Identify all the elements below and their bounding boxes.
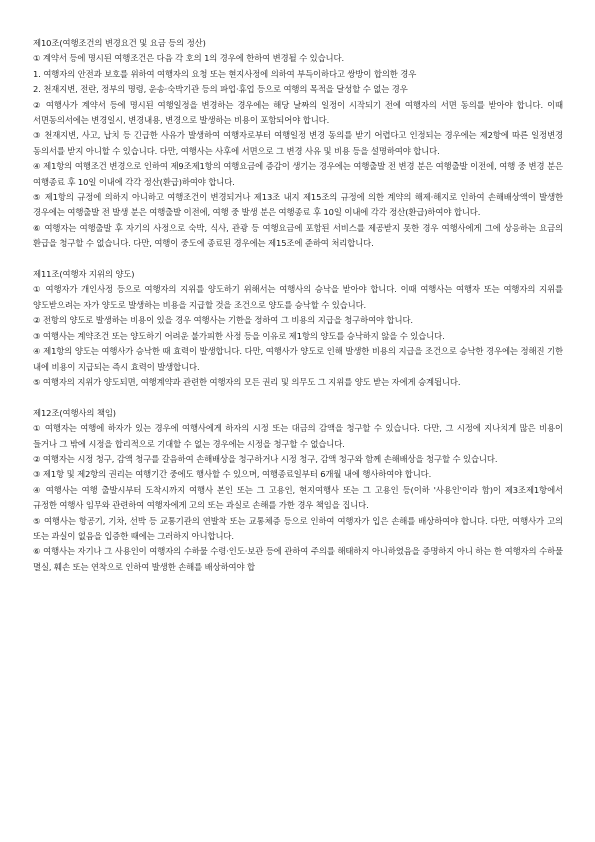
article-10-clause-5: ⑤ 제1항의 규정에 의하지 아니하고 여행조건이 변경되거나 제13조 내지 제15조의 규정에 의한 계약의 해제·해지로 인하여 손해배상액이 발생한 경우에는 여행출발 전 발생 분은 여행출발 이전에, 여행 중 발생 분은 여행종료 후 10일 이내에 각각 정산(환급)하여야 합니다. [33,192,563,218]
article-11-clause-2: ② 전항의 양도로 발생하는 비용이 있을 경우 여행사는 기한을 정하여 그 비용의 지급을 청구하여야 합니다. [33,315,413,326]
article-10-clause-2: ② 여행사가 계약서 등에 명시된 여행일정을 변경하는 경우에는 해당 날짜의 일정이 시작되기 전에 여행자의 서면 동의를 받아야 합니다. 이때 서면동의서에는 변경일시, 변경내용, 변경으로 발생하는 비용이 포함되어야 합니다. [33,99,563,126]
article-10-clause-6: ⑥ 여행자는 여행출발 후 자기의 사정으로 숙박, 식사, 관광 등 여행요금에 포함된 서비스를 제공받지 못한 경우 여행사에게 그에 상응하는 요금의 환급을 청구할 수 없습니다. 다만, 여행이 중도에 종료된 경우에는 제15조에 준하여 처리합니다. [33,222,563,249]
article-12-clause-6: ⑥ 여행사는 자기나 그 사용인이 여행자의 수하물 수령·인도·보관 등에 관하여 주의를 해태하지 아니하였음을 증명하지 아니 하는 한 여행자의 수하물 멸실, 훼손 또는 연착으로 인하여 발생한 손해를 배상하여야 합 [33,546,563,572]
article-11-clause-5: ⑤ 여행자의 지위가 양도되면, 여행계약과 관련한 여행자의 모든 권리 및 의무도 그 지위를 양도 받는 자에게 승계됩니다. [33,376,461,387]
article-12-heading: 제12조(여행사의 책임) [33,407,116,418]
article-10-heading: 제10조(여행조건의 변경요건 및 요금 등의 정산) [33,38,206,48]
article-10 [33,36,563,252]
article-11-heading: 제11조(여행자 지위의 양도) [33,269,135,280]
article-11-clause-4: ④ 제1항의 양도는 여행사가 승낙한 때 효력이 발생합니다. 다만, 여행사가 양도로 인해 발생한 비용의 지급을 조건으로 승낙한 경우에는 정해진 기한 내에 비용이 지급되는 즉시 효력이 발생합니다. [33,346,563,372]
article-11 [33,267,563,390]
article-10-clause-3: ③ 천재지변, 사고, 납치 등 긴급한 사유가 발생하여 여행자로부터 여행일정 변경 동의를 받기 어렵다고 인정되는 경우에는 제2항에 따른 일정변경 동의서를 받지 아니할 수 있습니다. 다만, 여행사는 사후에 서면으로 그 변경 사유 및 비용 등을 설명하여야 합니다. [33,130,563,156]
article-10-item-2: 2. 천재지변, 전란, 정부의 명령, 운송·숙박기관 등의 파업·휴업 등으로 여행의 목적을 달성할 수 없는 경우 [33,84,408,95]
article-12 [33,406,563,575]
article-11-clause-3: ③ 여행사는 계약조건 또는 양도하기 어려운 불가피한 사정 등을 이유로 제1항의 양도를 승낙하지 않을 수 있습니다. [33,330,445,341]
article-12-clause-1: ① 여행자는 여행에 하자가 있는 경우에 여행사에게 하자의 시정 또는 대금의 감액을 청구할 수 있습니다. 다만, 그 시정에 지나치게 많은 비용이 들거나 그 밖에 시정을 합리적으로 기대할 수 없는 경우에는 시정을 청구할 수 없습니다. [33,423,563,449]
article-10-clause-4: ④ 제1항의 여행조건 변경으로 인하여 제9조제1항의 여행요금에 증감이 생기는 경우에는 여행출발 전 변경 분은 여행출발 이전에, 여행 중 변경 분은 여행종료 후 10일 이내에 각각 정산(환급)하여야 합니다. [33,161,563,187]
article-11-clause-1: ① 여행자가 개인사정 등으로 여행자의 지위를 양도하기 위해서는 여행사의 승낙을 받아야 합니다. 이때 여행사는 여행자 또는 여행자의 지위를 양도받으려는 자가 양도로 발생하는 비용을 지급할 것을 조건으로 양도를 승낙할 수 있습니다. [33,284,563,310]
article-12-clause-4: ④ 여행사는 여행 출발시부터 도착시까지 여행사 본인 또는 그 고용인, 현지여행사 또는 그 고용인 등(이하 '사용인'이라 함)이 제3조제1항에서 규정한 여행사 임무와 관련하여 여행자에게 고의 또는 과실로 손해를 가한 경우 책임을 집니다. [33,484,563,511]
terms-document [33,36,563,575]
article-12-clause-2: ② 여행자는 시정 청구, 감액 청구를 갈음하여 손해배상을 청구하거나 시정 청구, 감액 청구와 함께 손해배상을 청구할 수 있습니다. [33,453,498,464]
article-10-item-1: 1. 여행자의 안전과 보호를 위하여 여행자의 요청 또는 현지사정에 의하여 부득이하다고 쌍방이 합의한 경우 [33,68,417,79]
article-12-clause-5: ⑤ 여행사는 항공기, 기차, 선박 등 교통기관의 연발착 또는 교통체증 등으로 인하여 여행자가 입은 손해를 배상하여야 합니다. 다만, 여행사가 고의 또는 과실이 없음을 입증한 때에는 그러하지 아니합니다. [33,515,563,541]
article-10-clause-1: ① 계약서 등에 명시된 여행조건은 다음 각 호의 1의 경우에 한하여 변경될 수 있습니다. [33,53,345,64]
article-12-clause-3: ③ 제1항 및 제2항의 권리는 여행기간 중에도 행사할 수 있으며, 여행종료일부터 6개월 내에 행사하여야 합니다. [33,469,432,480]
